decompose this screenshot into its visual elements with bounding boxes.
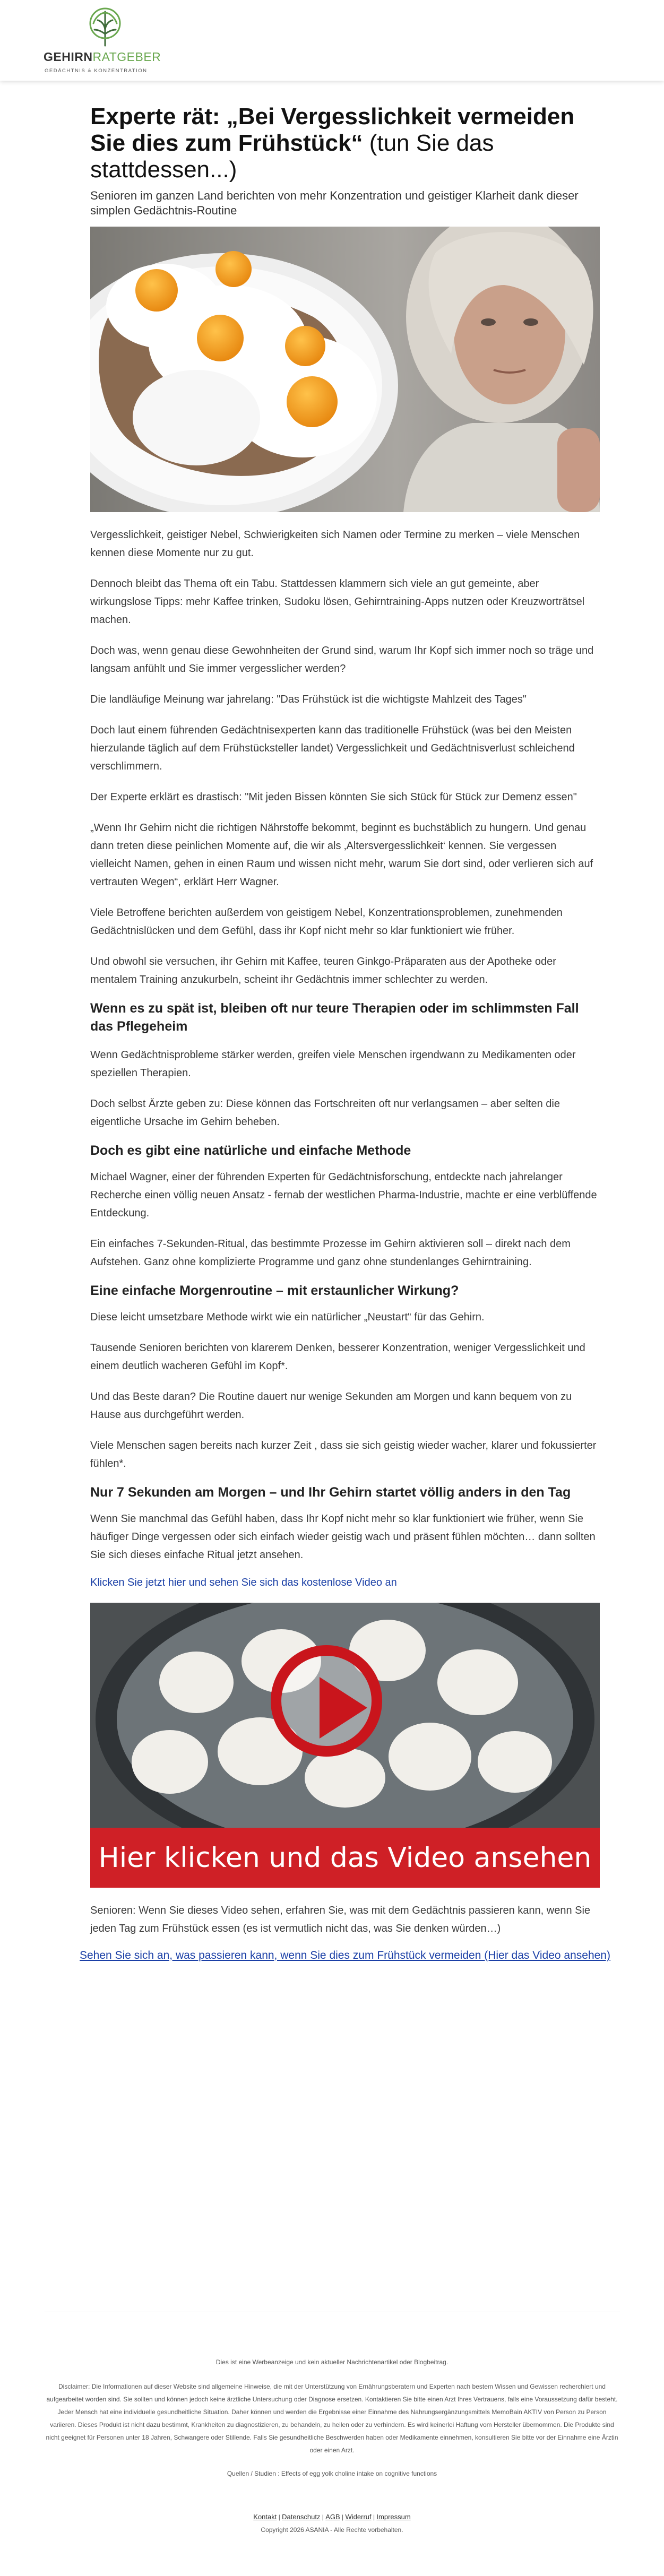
paragraph: Doch was, wenn genau diese Gewohnheiten der Grund sind, warum Ihr Kopf sich immer noch so träge und langsam anfühlt und Sie immer vergesslicher werden? [90,645,594,675]
footer-link-agb[interactable]: AGB [325,2513,340,2521]
ad-notice: Dies ist eine Werbeanzeige und kein aktueller Nachrichtenartikel oder Blogbeitrag. [215,2358,449,2366]
paragraph: Viele Betroffene berichten außerdem von geistigem Nebel, Konzentrationsproblemen, zunehmenden Gedächtnislücken und dem Gefühl, dass ihr Kopf nicht mehr so klar funktioniert wie früher. [90,907,563,937]
paragraph: Der Experte erklärt es drastisch: "Mit jeden Bissen könnten Sie sich Stück für Stück zur Demenz essen" [90,791,577,803]
article-subtitle: Senioren im ganzen Land berichten von mehr Konzentration und geistiger Klarheit dank dieser simplen Gedächtnis-Routine [90,189,579,217]
play-icon [320,1677,367,1739]
hero-image [90,227,600,512]
video-thumbnail[interactable] [90,1603,600,1888]
paragraph: Und obwohl sie versuchen, ihr Gehirn mit Kaffee, teuren Ginkgo-Präparaten aus der Apotheke oder mentalem Training anzukurbeln, scheint ihr Gedächtnis immer schlechter zu werden. [90,956,556,986]
video-banner[interactable]: Hier klicken und das Video ansehen [90,1828,600,1888]
play-button[interactable] [271,1645,382,1757]
article [80,103,610,1962]
footer-link-widerruf[interactable]: Widerruf [345,2513,372,2521]
copyright: Copyright 2026 ASANIA - Alle Rechte vorbehalten. [261,2526,403,2534]
section-heading: Doch es gibt eine natürliche und einfache Methode [90,1143,411,1158]
logo-tagline: GEDÄCHTNIS & KONZENTRATION [45,68,148,74]
paragraph: Doch laut einem führenden Gedächtnisexperten kann das traditionelle Frühstück (was bei den Meisten hierzulande täglich auf dem Frühstücksteller landet) Vergesslichkeit und Gedächtnisverlust schleichend verschlimmern. [90,724,575,772]
paragraph: Senioren: Wenn Sie dieses Video sehen, erfahren Sie, was mit dem Gedächtnis passieren kann, wenn Sie jeden Tag zum Frühstück essen (es ist vermutlich nicht das, was Sie denken würden…) [90,1905,591,1934]
site-footer [0,2312,664,2536]
site-header [0,0,664,81]
footer-links: Kontakt | Datenschutz | AGB | Widerruf | Impressum [253,2513,411,2521]
paragraph: Vergesslichkeit, geistiger Nebel, Schwierigkeiten sich Namen oder Termine zu merken – viele Menschen kennen diese Momente nur zu gut. [90,529,580,559]
paragraph: Wenn Gedächtnisprobleme stärker werden, greifen viele Menschen irgendwann zu Medikamenten oder speziellen Therapien. [90,1049,576,1079]
logo-text-accent: RATGEBER [92,50,161,64]
footer-link-kontakt[interactable]: Kontakt [253,2513,277,2521]
paragraph: Michael Wagner, einer der führenden Experten für Gedächtnisforschung, entdeckte nach jahrelanger Recherche einen völlig neuen Ansatz - fernab der westlichen Pharma-Industrie, machte er eine verblüffende Entdeckung. [90,1171,597,1219]
footer-link-impressum[interactable]: Impressum [376,2513,411,2521]
section-heading: Eine einfache Morgenroutine – mit erstaunlicher Wirkung? [90,1283,459,1298]
paragraph: Doch selbst Ärzte geben zu: Diese können das Fortschreiten oft nur verlangsamen – aber selten die eigentliche Ursache im Gehirn beheben. [90,1098,560,1128]
tree-brain-icon [85,7,125,47]
fried-eggs-woman-photo [90,227,600,512]
site-logo[interactable] [44,7,176,76]
logo-text-main: GEHIRN [44,50,93,64]
section-heading: Wenn es zu spät ist, bleiben oft nur teure Therapien oder im schlimmsten Fall das Pflegeheim [90,1001,579,1034]
paragraph: Wenn Sie manchmal das Gefühl haben, dass Ihr Kopf nicht mehr so klar funktioniert wie früher, wenn Sie häufiger Dinge vergessen oder sich einfach wieder geistig wach und präsent fühlen möchten… dann sollten Sie sich dieses einfache Ritual jetzt ansehen. [90,1513,596,1561]
paragraph: Die landläufige Meinung war jahrelang: "Das Frühstück ist die wichtigste Mahlzeit des Tages" [90,694,527,705]
paragraph: Ein einfaches 7-Sekunden-Ritual, das bestimmte Prozesse im Gehirn aktivieren soll – direkt nach dem Aufstehen. Ganz ohne komplizierte Programme und ganz ohne stundenlanges Gehirntraining. [90,1238,571,1268]
disclaimer: Disclaimer: Die Informationen auf dieser Website sind allgemeine Hinweise, die mit der Unterstützung von Ernährungsberatern und Experten nach bestem Wissen und Gewissen recherchiert und aufgearbeitet worden sind. Sie sollten und können jedoch keine ärztliche Untersuchung oder Diagnose ersetzen. Kontaktieren Sie bitte einen Arzt Ihres Vertrauens, falls eine Voraussetzung dafür besteht. Jeder Mensch hat eine individuelle gesundheitliche Situation. Daher können und werden die Ergebnisse einer Einnahme des Nahrungsergänzungsmittels MemoBain AKTIV von Person zu Person variieren. Dieses Produkt ist nicht dazu bestimmt, Krankheiten zu diagnostizieren, zu behandeln, zu heilen oder zu verhindern. Es wird keinerlei Haftung vom Hersteller übernommen. Die Produkte sind nicht geeignet für Personen unter 18 Jahren, Schwangere oder Stillende. Falls Sie gesundheitliche Beschwerden haben oder Medikamente einnehmen, konsultieren Sie bitte vor der Einnahme eine Ärztin oder einen Arzt. [46,2383,618,2454]
video-cta-link-2[interactable]: Sehen Sie sich an, was passieren kann, wenn Sie dies zum Frühstück vermeiden (Hier das Video ansehen) [80,1949,610,1961]
footer-link-datenschutz[interactable]: Datenschutz [282,2513,321,2521]
section-heading: Nur 7 Sekunden am Morgen – und Ihr Gehirn startet völlig anders in den Tag [90,1485,571,1500]
video-cta-link[interactable]: Klicken Sie jetzt hier und sehen Sie sich das kostenlose Video an [90,1577,397,1588]
paragraph: Und das Beste daran? Die Routine dauert nur wenige Sekunden am Morgen und kann bequem von zu Hause aus durchgeführt werden. [90,1391,572,1421]
paragraph: Tausende Senioren berichten von klarerem Denken, besserer Konzentration, weniger Vergesslichkeit und einem deutlich wacheren Gefühl im Kopf*. [90,1342,585,1372]
paragraph: Viele Menschen sagen bereits nach kurzer Zeit , dass sie sich geistig wieder wacher, klarer und fokussierter fühlen*. [90,1440,597,1469]
quote-paragraph: „Wenn Ihr Gehirn nicht die richtigen Nährstoffe bekommt, beginnt es buchstäblich zu hungern. Und genau dann treten diese peinlichen Momente auf, die wir als ‚Altersvergesslichkeit‘ kennen. Sie vergessen vielleicht Namen, gehen in einen Raum und wissen nicht mehr, warum Sie dort sind, oder verlieren sich auf vertrauten Wegen“, erklärt Herr Wagner. [90,822,593,888]
paragraph: Dennoch bleibt das Thema oft ein Tabu. Stattdessen klammern sich viele an gut gemeinte, aber wirkungslose Tipps: mehr Kaffee trinken, Sudoku lösen, Gehirntraining-Apps nutzen oder Kreuzworträtsel machen. [90,578,585,626]
paragraph: Diese leicht umsetzbare Methode wirkt wie ein natürlicher „Neustart“ für das Gehirn. [90,1311,485,1323]
sources: Quellen / Studien : Effects of egg yolk choline intake on cognitive functions [227,2470,437,2477]
article-title: Experte rät: „Bei Vergesslichkeit vermeiden Sie dies zum Frühstück“ (tun Sie das stattdessen...) [90,103,575,183]
